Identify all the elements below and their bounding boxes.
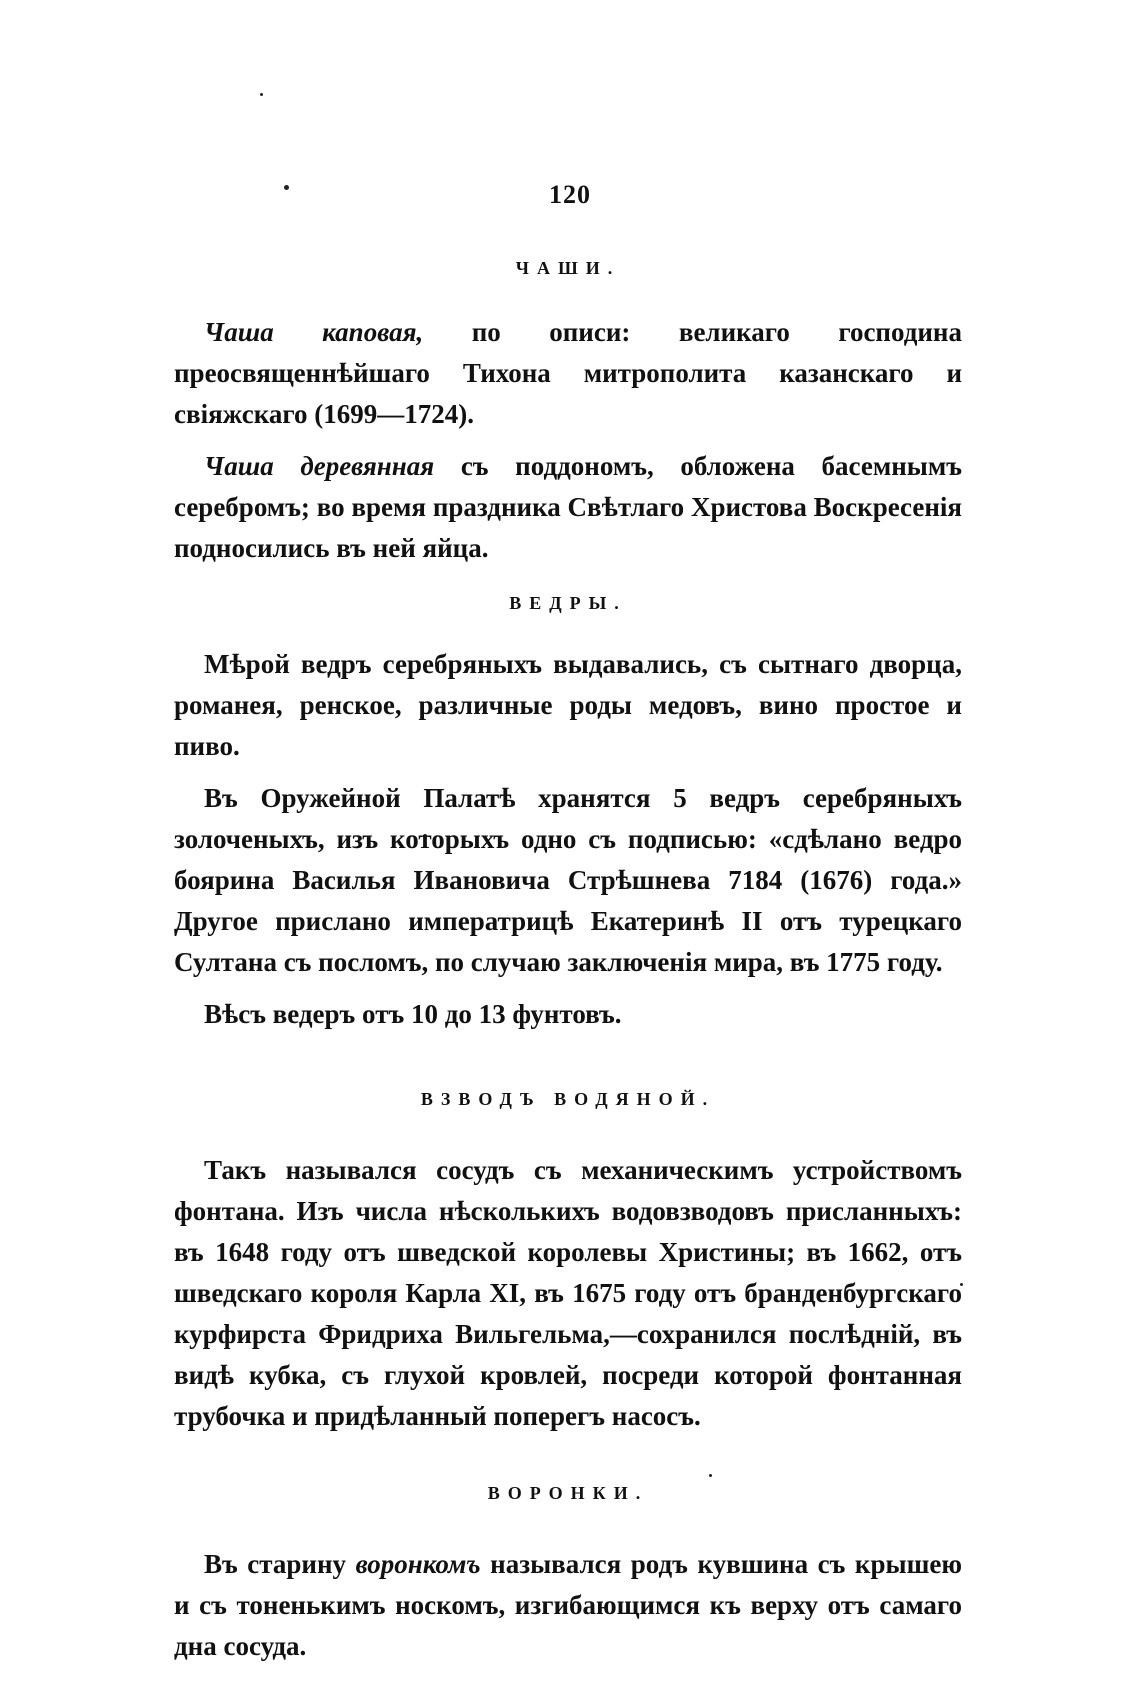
section-heading-vzvod-vodyanoy: ВЗВОДЪ ВОДЯНОЙ. (420, 1089, 716, 1109)
paragraph: Вѣсъ ведеръ отъ 10 до 13 фунтовъ. (204, 999, 622, 1029)
paragraph (174, 446, 962, 569)
term: Чаша деревянная (204, 451, 435, 481)
term: Чаша каповая, (204, 317, 424, 347)
page-body (174, 258, 962, 1667)
section-heading-vedry: ВЕДРЫ. (509, 593, 627, 613)
section-heading-chashi: ЧАШИ. (515, 258, 621, 278)
section-heading-voronki: ВОРОНКИ. (487, 1483, 649, 1503)
ink-speck (260, 93, 263, 96)
page-number: 120 (549, 180, 591, 209)
paragraph: Мѣрой ведръ серебряныхъ выдавались, съ сытнаго дворца, романея, ренское, различные роды медовъ, вино простое и пиво. (174, 649, 962, 761)
paragraph-text: по описи: великаго господина преосвященнѣйшаго Тихона митрополита казанскаго и свіяжскаго (1699—1724). (174, 317, 962, 429)
paragraph-text: съ поддономъ, обложена басемнымъ серебромъ; во время праздника Свѣтлаго Христова Воскресенія подносились въ ней яйца. (174, 451, 962, 563)
paragraph: Такъ назывался сосудъ съ механическимъ устройствомъ фонтана. Изъ числа нѣсколькихъ водовзводовъ присланныхъ: въ 1648 году отъ шведской королевы Христины; въ 1662, отъ шведскаго короля Карла XI, въ 1675 году отъ бранденбургскаго курфирста Фридриха Вильгельма,—сохранился послѣдній, въ видѣ кубка, съ глухой кровлей, посреди которой фонтанная трубочка и придѣланный поперегъ насосъ. (174, 1155, 962, 1431)
paragraph (174, 312, 962, 435)
term: воронкомъ (355, 1549, 481, 1579)
paragraph-text: Въ старину (204, 1549, 356, 1579)
paragraph-text: назывался родъ кувшина съ крышею и съ тоненькимъ носкомъ, изгибающимся къ верху отъ самаго дна сосуда. (174, 1549, 962, 1661)
paragraph: Въ Оружейной Палатѣ хранятся 5 ведръ серебряныхъ золоченыхъ, изъ которыхъ одно съ подписью: «сдѣлано ведро боярина Василья Ивановича Стрѣшнева 7184 (1676) года.» Другое прислано императрицѣ Екатеринѣ II отъ турецкаго Султана съ посломъ, по случаю заключенія мира, въ 1775 году. (174, 783, 962, 977)
paragraph (174, 1544, 962, 1667)
